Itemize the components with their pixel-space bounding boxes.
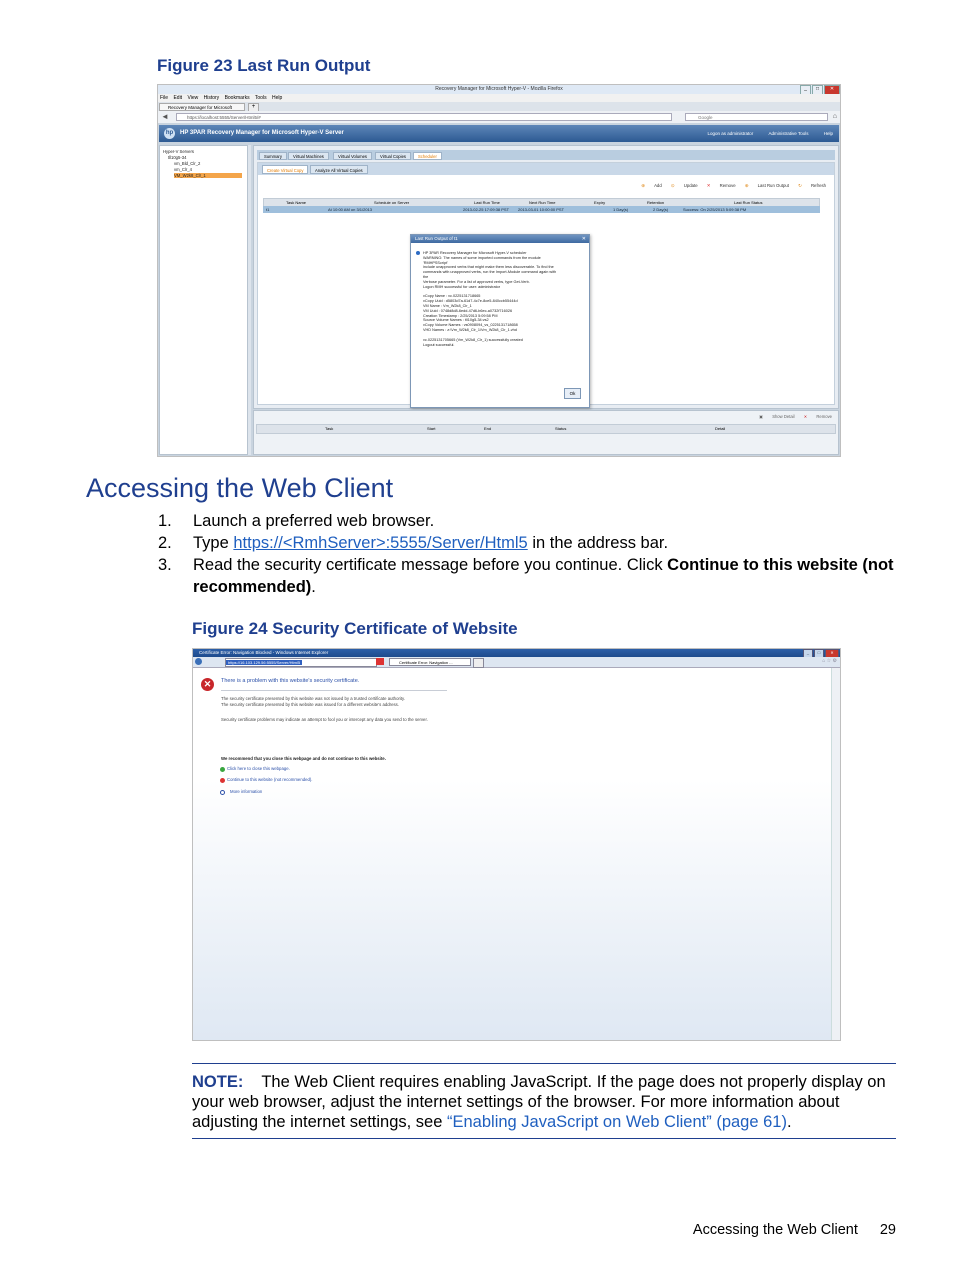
menu-bookmarks[interactable]: Bookmarks <box>224 95 250 101</box>
main-pane <box>253 145 839 409</box>
error-warning: Security certificate problems may indicate an attempt to fool you or intercept any data you send to the server. <box>221 717 428 722</box>
tab-virtual-volumes[interactable]: Virtual Volumes <box>333 152 372 160</box>
update-button[interactable]: ⊙ Update <box>670 183 698 188</box>
show-detail-button[interactable]: ▣ Show Detail <box>759 414 795 419</box>
more-information-link[interactable]: More information <box>230 789 263 794</box>
footer-title: Accessing the Web Client <box>692 1222 858 1238</box>
scheduler-tabs <box>258 163 834 175</box>
recommendation-text: We recommend that you close this webpage and do not continue to this website. <box>221 756 386 761</box>
back-icon[interactable]: ◄ <box>161 112 169 121</box>
col-last-status[interactable]: Last Run Status <box>734 200 763 205</box>
tab-virtual-machines[interactable]: Virtual Machines <box>288 152 329 160</box>
output-line: VHD Names : z:\Vm_W2k8_Clr_1\Vm_W2k8_Clr_1.vhd <box>423 327 517 332</box>
firefox-menu-bar <box>158 94 840 102</box>
browser-tab[interactable]: Certificate Error: Navigation ... <box>389 658 471 666</box>
server-tree <box>159 145 248 455</box>
output-line: VM Name : Vm_W2k8_Clr_1 <box>423 303 472 308</box>
list-item: 2. Type https://<RmhServer>:5555/Server/Html5 in the address bar. <box>158 534 669 552</box>
firefox-title-bar: Recovery Manager for Microsoft Hyper-V - Mozilla Firefox <box>158 85 840 94</box>
output-line: Logon RMH successful for user: administrator <box>423 284 501 289</box>
refresh-button[interactable]: ↻ Refresh <box>798 183 826 188</box>
col-detail[interactable]: Detail <box>715 426 726 431</box>
divider <box>221 690 447 691</box>
ie-title-bar: Certificate Error: Navigation Blocked - Windows Internet Explorer <box>193 649 840 657</box>
security-certificate-screenshot <box>192 648 841 1041</box>
col-status[interactable]: Status <box>555 426 567 431</box>
figure-24-caption: Figure 24 Security Certificate of Website <box>192 619 518 638</box>
col-retention[interactable]: Retention <box>647 200 665 205</box>
app-user-menu <box>693 125 833 142</box>
note-box: NOTE: The Web Client requires enabling JavaScript. If the page does not properly display on your web browser, adjust the internet settings of the browser. For more information about adjusting the internet settings, see “Enabling JavaScript on Web Client” (page 61). <box>192 1063 896 1139</box>
app-banner <box>159 125 839 142</box>
output-line: HP 3PAR Recovery Manager for Microsoft Hyper-V scheduler <box>423 251 527 255</box>
dialog-output-text <box>423 251 581 347</box>
last-run-output-screenshot <box>157 84 841 457</box>
col-schedule[interactable]: Schedule on Server <box>374 200 410 205</box>
ok-button[interactable]: Ok <box>564 388 581 399</box>
col-task[interactable]: Task <box>325 426 334 431</box>
ie-toolbar <box>193 657 840 668</box>
address-bar[interactable]: https://localhost:5555/Server/Html5/# <box>176 113 672 121</box>
col-last-run[interactable]: Last Run Time <box>474 200 500 205</box>
green-shield-icon <box>220 767 225 772</box>
main-tabs <box>257 150 835 160</box>
hp-logo-icon: hp <box>164 128 175 139</box>
table-row[interactable]: t1 At 10:00 AM on 3/1/2013 2013-02-25 17:09:38 PST 2013-03-01 10:00:00 PST 1 Day(s) 2 Day(s) Success: On 2/25/2013 5:09:38 PM <box>263 206 820 213</box>
new-tab-icon[interactable]: + <box>248 103 259 113</box>
col-start[interactable]: Start <box>427 426 436 431</box>
task-history-pane <box>253 410 839 455</box>
error-heading: There is a problem with this website's security certificate. <box>221 678 360 684</box>
col-next-run[interactable]: Next Run Time <box>529 200 556 205</box>
ie-command-icons[interactable]: ⌂ ☆ ⚙ <box>822 658 837 664</box>
output-line: include unapproved verbs that might make them less discoverable. To find the <box>423 265 554 270</box>
tab-summary[interactable]: Summary <box>259 152 287 160</box>
menu-history[interactable]: History <box>203 95 220 101</box>
continue-website-link[interactable]: Continue to this website (not recommended). <box>227 777 313 782</box>
minimize-icon[interactable]: _ <box>803 649 813 658</box>
scheduler-toolbar <box>633 183 826 189</box>
output-line: vCopy Volume Names : vs0908094_vs_0225131718658 <box>423 323 518 328</box>
address-bar[interactable]: https://16.103.129.56:5555/Server/Html5 <box>225 658 377 667</box>
error-shield-icon: ✕ <box>201 678 214 691</box>
history-toolbar <box>751 414 832 419</box>
steps-list <box>158 510 898 598</box>
tree-item-vm-selected[interactable]: VM_W2k8_Clr_1 <box>174 173 242 178</box>
maximize-icon[interactable]: □ <box>812 85 823 95</box>
tab-create-virtual-copy[interactable]: Create Virtual Copy <box>262 165 308 174</box>
help-menu[interactable]: Help <box>823 131 833 136</box>
expand-icon[interactable] <box>220 790 225 795</box>
browser-tab[interactable]: Recovery Manager for Microsoft <box>159 103 245 111</box>
certificate-error-page <box>193 668 832 1040</box>
section-title: Accessing the Web Client <box>86 473 394 503</box>
remove-history-button[interactable]: ✕ Remove <box>803 414 832 419</box>
output-line: commands with unapproved verbs, run the Import-Module command again with <box>423 270 557 275</box>
note-text: The Web Client requires enabling JavaScript. If the page does not properly display on your web browser, adjust the internet settings of the browser. For more information about adjusting the internet settings, see <box>192 1073 886 1131</box>
error-reason-1: The security certificate presented by this website was not issued by a trusted certificate authority. <box>221 696 406 701</box>
menu-view[interactable]: View <box>187 95 199 101</box>
tab-analyze-all-virtual-copies[interactable]: Analyze All Virtual Copies <box>310 165 368 174</box>
close-icon[interactable]: ✕ <box>825 649 839 658</box>
menu-file[interactable]: File <box>160 95 169 101</box>
page-footer <box>693 1222 896 1238</box>
close-webpage-link[interactable]: Click here to close this webpage. <box>227 766 290 771</box>
app-title: HP 3PAR Recovery Manager for Microsoft Hyper-V Server <box>180 130 344 136</box>
list-item: 3. Read the security certificate message before you continue. Click Continue to this website (not recommended). <box>158 556 894 596</box>
page-number: 29 <box>879 1222 896 1238</box>
menu-tools[interactable]: Tools <box>254 95 267 101</box>
window-controls <box>803 649 839 656</box>
admin-tools-menu[interactable]: Administrative Tools <box>768 131 809 136</box>
tab-scheduler[interactable]: Scheduler <box>413 152 442 160</box>
tree-item-vm[interactable]: vm_Bld_Clr_2 <box>174 161 201 166</box>
window-controls <box>800 85 840 93</box>
tree-item-root[interactable]: Hyper-V Servers <box>163 149 194 154</box>
col-expiry[interactable]: Expiry <box>594 200 606 205</box>
output-line: Creation Timestamp : 2/25/2013 5:09:58 PM <box>423 313 498 318</box>
history-grid-header <box>256 424 836 434</box>
output-line: the <box>423 274 429 279</box>
dialog-title: Last Run Output of t1 <box>415 236 458 241</box>
red-shield-icon <box>220 778 225 783</box>
tab-virtual-copies[interactable]: Virtual Copies <box>375 152 411 160</box>
col-task-name[interactable]: Task Name <box>286 200 307 205</box>
last-run-output-button[interactable]: ⊕ Last Run Output <box>744 183 789 188</box>
back-icon[interactable] <box>195 658 202 665</box>
output-line: Source Volume Names : tll10g5-34:vs2 <box>423 318 489 323</box>
tree-item-server[interactable]: tll10g5-34 <box>168 155 187 160</box>
output-line: vCopy Name : vc.0225131718665 <box>423 294 481 299</box>
tree-item-vm[interactable]: vm_Clr_4 <box>174 167 192 172</box>
close-icon[interactable]: ✕ <box>581 236 586 242</box>
figure-23-caption: Figure 23 Last Run Output <box>157 56 371 75</box>
search-box[interactable]: Google <box>685 113 828 121</box>
server-url-link[interactable]: https://<RmhServer>:5555/Server/Html5 <box>233 534 528 552</box>
certificate-error-icon[interactable] <box>376 658 384 665</box>
menu-help[interactable]: Help <box>271 95 283 101</box>
error-reason-2: The security certificate presented by this website was issued for a different website's address. <box>221 702 399 707</box>
add-button[interactable]: ⊕ Add <box>641 183 662 188</box>
info-icon <box>416 251 420 255</box>
scheduler-panel <box>257 162 835 405</box>
home-icon[interactable]: ⌂ <box>832 113 837 120</box>
menu-edit[interactable]: Edit <box>173 95 183 101</box>
new-tab-icon[interactable] <box>473 658 484 668</box>
output-line: Verbose parameter. For a list of approved verbs, type Get-Verb. <box>423 279 530 284</box>
list-item: 1. Launch a preferred web browser. <box>158 512 435 530</box>
output-line: VM Uuid : 0748d8d8-6edd-47d6-b6ec-a0732f716026 <box>423 308 513 313</box>
enabling-javascript-link[interactable]: “Enabling JavaScript on Web Client” (page 61) <box>447 1113 787 1131</box>
output-line: vc.0225131705665 (Vm_W2k8_Clr_1) successfully created <box>423 337 523 342</box>
output-line: vCopy Uuid : d5803d7a-61d7-4c7e-8ce5-840ccb55444d <box>423 299 518 304</box>
note-label: NOTE: <box>192 1073 244 1091</box>
rmh-app <box>158 123 840 456</box>
output-line: Logout successful. <box>423 342 455 347</box>
remove-button[interactable]: ✕ Remove <box>706 183 736 188</box>
minimize-icon[interactable]: _ <box>800 85 811 95</box>
dialog-title-bar <box>411 235 589 243</box>
pane-splitter[interactable] <box>248 145 251 455</box>
output-line: WARNING: The names of some imported commands from the module <box>423 255 541 260</box>
logon-menu[interactable]: Logon as administrator <box>707 131 754 136</box>
last-run-output-dialog <box>410 234 590 408</box>
firefox-tab-strip <box>158 102 840 111</box>
output-line: 'RMHPSScript' <box>423 260 448 265</box>
close-icon[interactable]: ✕ <box>824 85 840 95</box>
vertical-scrollbar[interactable] <box>831 668 840 1040</box>
col-end[interactable]: End <box>484 426 492 431</box>
maximize-icon[interactable]: □ <box>814 649 824 658</box>
